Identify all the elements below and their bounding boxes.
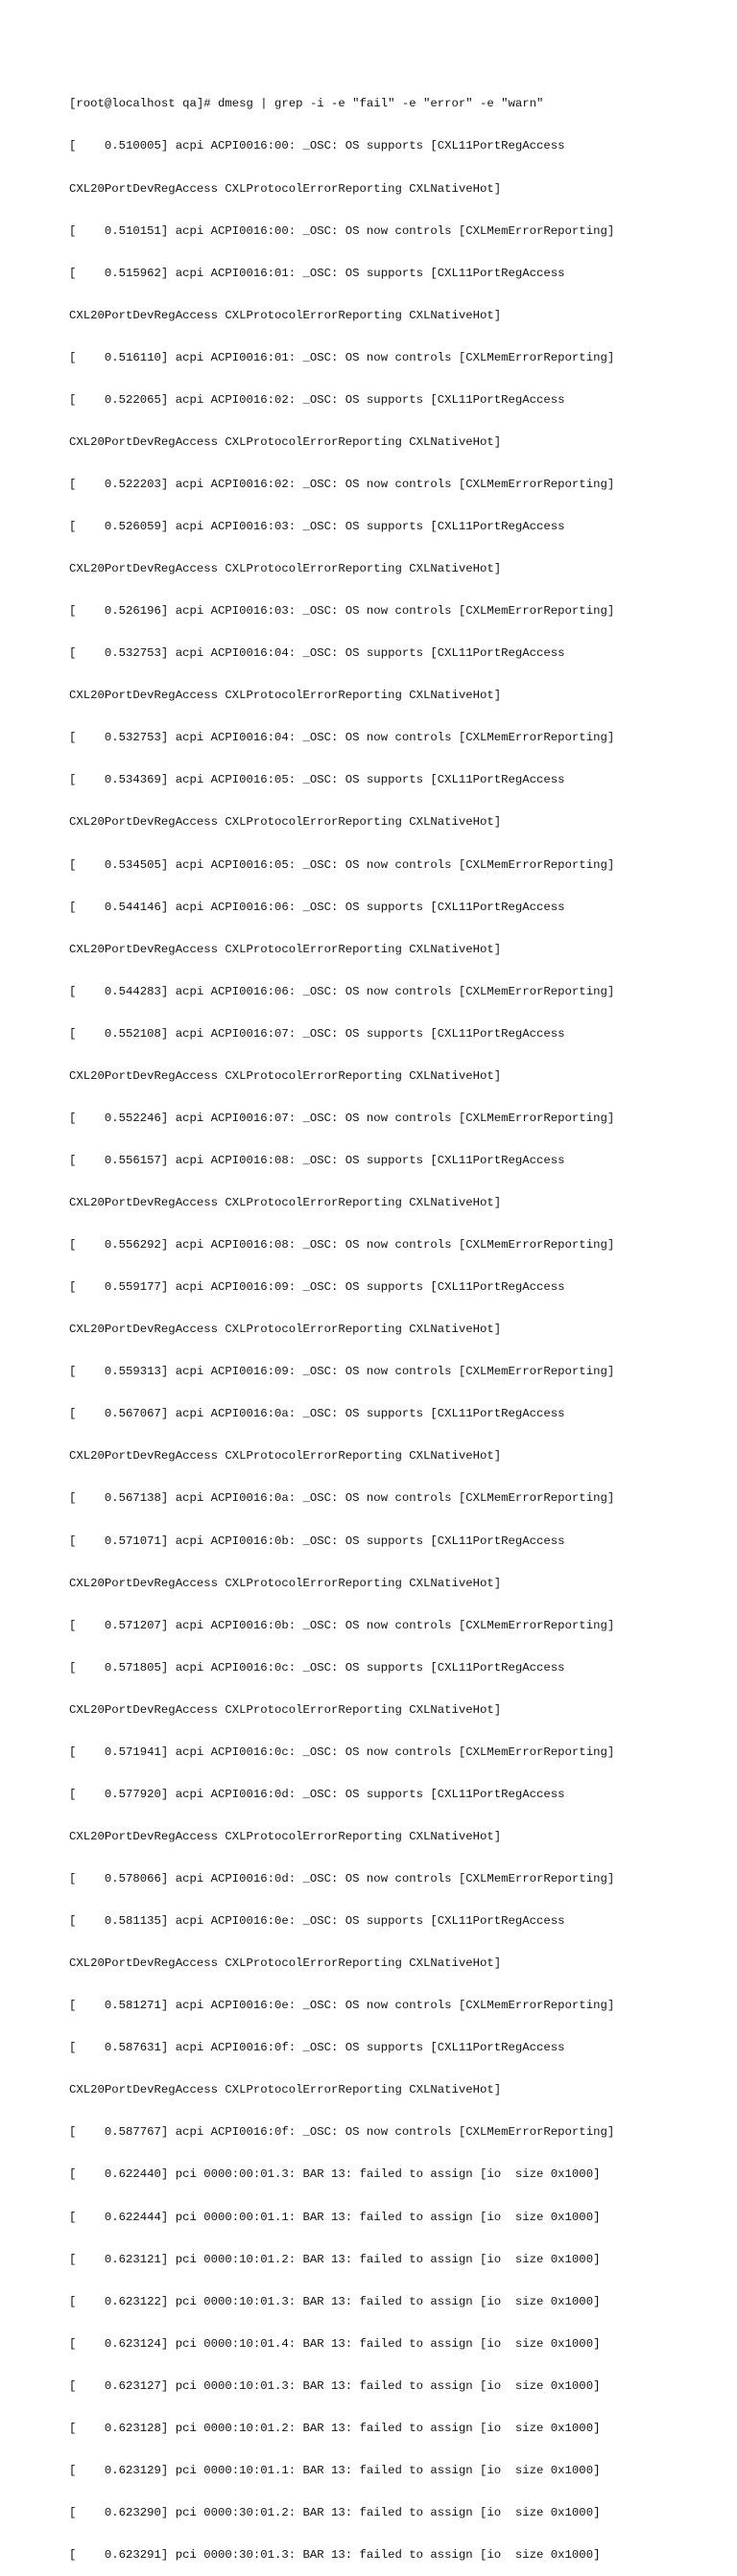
log-line: [ 0.532753] acpi ACPI0016:04: _OSC: OS now controls [CXLMemErrorReporting] — [69, 731, 615, 745]
log-line: [ 0.526196] acpi ACPI0016:03: _OSC: OS now controls [CXLMemErrorReporting] — [69, 604, 615, 619]
log-line: [ 0.622440] pci 0000:00:01.3: BAR 13: failed to assign [io size 0x1000] — [69, 2167, 601, 2182]
log-line: CXL20PortDevRegAccess CXLProtocolErrorReporting CXLNativeHot] — [69, 942, 502, 956]
log-line: CXL20PortDevRegAccess CXLProtocolErrorReporting CXLNativeHot] — [69, 1702, 502, 1717]
log-line: [ 0.571941] acpi ACPI0016:0c: _OSC: OS now controls [CXLMemErrorReporting] — [69, 1745, 615, 1759]
log-line: CXL20PortDevRegAccess CXLProtocolErrorReporting CXLNativeHot] — [69, 1576, 502, 1590]
log-line: [ 0.623129] pci 0000:10:01.1: BAR 13: failed to assign [io size 0x1000] — [69, 2463, 601, 2477]
terminal-output[interactable] — [69, 69, 731, 2576]
log-line: [ 0.571071] acpi ACPI0016:0b: _OSC: OS supports [CXL11PortRegAccess — [69, 1534, 565, 1548]
command-prompt-line: [root@localhost qa]# dmesg | grep -i -e "fail" -e "error" -e "warn" — [69, 97, 544, 111]
log-line: [ 0.534369] acpi ACPI0016:05: _OSC: OS supports [CXL11PortRegAccess — [69, 773, 565, 787]
log-line: CXL20PortDevRegAccess CXLProtocolErrorReporting CXLNativeHot] — [69, 1323, 502, 1337]
log-line: [ 0.526059] acpi ACPI0016:03: _OSC: OS supports [CXL11PortRegAccess — [69, 520, 565, 533]
log-line: [ 0.522065] acpi ACPI0016:02: _OSC: OS supports [CXL11PortRegAccess — [69, 392, 565, 407]
log-line: [ 0.571207] acpi ACPI0016:0b: _OSC: OS now controls [CXLMemErrorReporting] — [69, 1618, 615, 1632]
log-line: [ 0.587631] acpi ACPI0016:0f: _OSC: OS supports [CXL11PortRegAccess — [69, 2041, 565, 2055]
log-line: [ 0.567067] acpi ACPI0016:0a: _OSC: OS supports [CXL11PortRegAccess — [69, 1407, 565, 1421]
log-line: [ 0.622444] pci 0000:00:01.1: BAR 13: failed to assign [io size 0x1000] — [69, 2210, 601, 2224]
log-line: [ 0.552108] acpi ACPI0016:07: _OSC: OS supports [CXL11PortRegAccess — [69, 1026, 565, 1041]
log-line: [ 0.623127] pci 0000:10:01.3: BAR 13: failed to assign [io size 0x1000] — [69, 2378, 601, 2393]
log-line: CXL20PortDevRegAccess CXLProtocolErrorReporting CXLNativeHot] — [69, 1829, 502, 1843]
log-line: [ 0.559177] acpi ACPI0016:09: _OSC: OS supports [CXL11PortRegAccess — [69, 1280, 565, 1295]
log-line: [ 0.567138] acpi ACPI0016:0a: _OSC: OS now controls [CXLMemErrorReporting] — [69, 1491, 615, 1506]
log-line: [ 0.556292] acpi ACPI0016:08: _OSC: OS now controls [CXLMemErrorReporting] — [69, 1238, 615, 1253]
log-line: [ 0.556157] acpi ACPI0016:08: _OSC: OS supports [CXL11PortRegAccess — [69, 1153, 565, 1167]
log-line: [ 0.544146] acpi ACPI0016:06: _OSC: OS supports [CXL11PortRegAccess — [69, 900, 565, 914]
log-line: [ 0.510151] acpi ACPI0016:00: _OSC: OS now controls [CXLMemErrorReporting] — [69, 223, 615, 238]
log-line: [ 0.623128] pci 0000:10:01.2: BAR 13: failed to assign [io size 0x1000] — [69, 2421, 601, 2435]
log-line: CXL20PortDevRegAccess CXLProtocolErrorReporting CXLNativeHot] — [69, 689, 502, 703]
log-line: [ 0.510005] acpi ACPI0016:00: _OSC: OS supports [CXL11PortRegAccess — [69, 139, 565, 153]
log-line: [ 0.515962] acpi ACPI0016:01: _OSC: OS supports [CXL11PortRegAccess — [69, 266, 565, 280]
log-line: [ 0.581271] acpi ACPI0016:0e: _OSC: OS now controls [CXLMemErrorReporting] — [69, 1999, 615, 2013]
log-line: CXL20PortDevRegAccess CXLProtocolErrorReporting CXLNativeHot] — [69, 1956, 502, 1971]
log-line: [ 0.571805] acpi ACPI0016:0c: _OSC: OS supports [CXL11PortRegAccess — [69, 1660, 565, 1674]
log-line: [ 0.623122] pci 0000:10:01.3: BAR 13: failed to assign [io size 0x1000] — [69, 2294, 601, 2308]
log-line: [ 0.623121] pci 0000:10:01.2: BAR 13: failed to assign [io size 0x1000] — [69, 2252, 601, 2266]
log-line: CXL20PortDevRegAccess CXLProtocolErrorReporting CXLNativeHot] — [69, 181, 502, 196]
log-line: [ 0.522203] acpi ACPI0016:02: _OSC: OS now controls [CXLMemErrorReporting] — [69, 477, 615, 491]
log-line: CXL20PortDevRegAccess CXLProtocolErrorReporting CXLNativeHot] — [69, 1068, 502, 1083]
log-line: [ 0.623291] pci 0000:30:01.3: BAR 13: failed to assign [io size 0x1000] — [69, 2548, 601, 2562]
log-line: CXL20PortDevRegAccess CXLProtocolErrorReporting CXLNativeHot] — [69, 2083, 502, 2097]
log-line: [ 0.532753] acpi ACPI0016:04: _OSC: OS supports [CXL11PortRegAccess — [69, 646, 565, 661]
log-line: CXL20PortDevRegAccess CXLProtocolErrorReporting CXLNativeHot] — [69, 1196, 502, 1209]
log-line: [ 0.581135] acpi ACPI0016:0e: _OSC: OS supports [CXL11PortRegAccess — [69, 1914, 565, 1929]
log-line: [ 0.559313] acpi ACPI0016:09: _OSC: OS now controls [CXLMemErrorReporting] — [69, 1365, 615, 1379]
log-line: [ 0.623124] pci 0000:10:01.4: BAR 13: failed to assign [io size 0x1000] — [69, 2336, 601, 2351]
log-line: [ 0.516110] acpi ACPI0016:01: _OSC: OS now controls [CXLMemErrorReporting] — [69, 350, 615, 364]
log-line: [ 0.578066] acpi ACPI0016:0d: _OSC: OS now controls [CXLMemErrorReporting] — [69, 1872, 615, 1885]
log-line: [ 0.544283] acpi ACPI0016:06: _OSC: OS now controls [CXLMemErrorReporting] — [69, 984, 615, 998]
log-line: [ 0.587767] acpi ACPI0016:0f: _OSC: OS now controls [CXLMemErrorReporting] — [69, 2125, 615, 2140]
log-line: [ 0.623290] pci 0000:30:01.2: BAR 13: failed to assign [io size 0x1000] — [69, 2505, 601, 2519]
log-line: CXL20PortDevRegAccess CXLProtocolErrorReporting CXLNativeHot] — [69, 815, 502, 830]
log-line: [ 0.534505] acpi ACPI0016:05: _OSC: OS now controls [CXLMemErrorReporting] — [69, 857, 615, 872]
log-line: CXL20PortDevRegAccess CXLProtocolErrorReporting CXLNativeHot] — [69, 1449, 502, 1464]
log-line: [ 0.552246] acpi ACPI0016:07: _OSC: OS now controls [CXLMemErrorReporting] — [69, 1111, 615, 1125]
log-line: CXL20PortDevRegAccess CXLProtocolErrorReporting CXLNativeHot] — [69, 434, 502, 449]
log-line: CXL20PortDevRegAccess CXLProtocolErrorReporting CXLNativeHot] — [69, 562, 502, 576]
log-line: CXL20PortDevRegAccess CXLProtocolErrorReporting CXLNativeHot] — [69, 308, 502, 322]
log-line: [ 0.577920] acpi ACPI0016:0d: _OSC: OS supports [CXL11PortRegAccess — [69, 1787, 565, 1801]
